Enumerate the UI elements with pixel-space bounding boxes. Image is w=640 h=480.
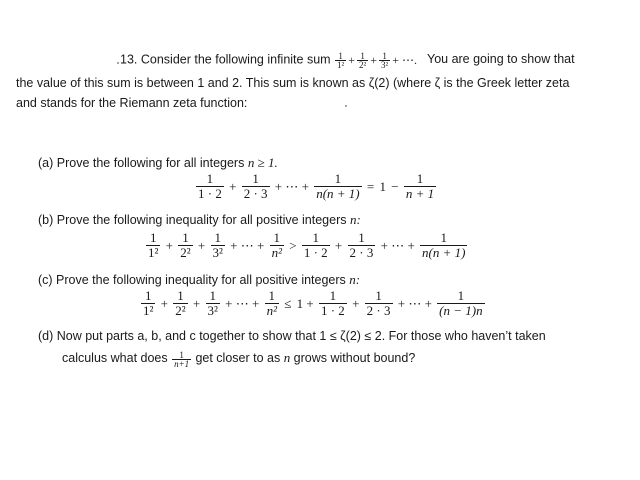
intro-frac-2: $\frac{1}{\text{2²}}$ bbox=[359, 51, 367, 70]
intro-frac-3: $\frac{1}{\text{3²}}$ bbox=[381, 51, 389, 70]
part-d-variable-n: n bbox=[283, 350, 291, 365]
part-a-text: (a) Prove the following for all integers bbox=[38, 156, 245, 170]
problem-number: 13. bbox=[120, 52, 138, 67]
problem-intro-line2: the value of this sum is between 1 and 2. This sum is known as ζ(2) (where ζ is the Greek letter zeta bbox=[16, 76, 570, 90]
frac-1-over-3sq: $\frac{1}{\text{3²}}$ bbox=[207, 288, 218, 318]
part-c-text: (c) Prove the following inequality for all positive integers bbox=[38, 273, 346, 287]
part-a-condition: n ≥ 1. bbox=[247, 155, 278, 170]
problem-intro-line3: and stands for the Riemann zeta function: bbox=[16, 96, 248, 110]
part-c-inequality: $\frac{1}{\text{1²}}$ + $\frac{1}{\text{2²}}$ + $\frac{1}{\text{3²}}$ + ⋯ + $\frac{1}{\text{n²}}$ ≤ 1 + $\frac{1}{1 \cdot 2}$ + $\frac{1}{2 \cdot 3}$ + ⋯ + $\frac{1}{(n - 1)n}$ bbox=[143, 288, 483, 318]
frac-1-over-2sq: $\frac{1}{\text{2²}}$ bbox=[175, 288, 186, 318]
frac-1-over-1x2: $\frac{1}{1 \cdot 2}$ bbox=[198, 171, 222, 201]
frac-1-over-1x2: $\frac{1}{1 \cdot 2}$ bbox=[320, 288, 345, 318]
frac-1-over-nsq: $\frac{1}{\text{n²}}$ bbox=[271, 230, 282, 260]
frac-1-over-n-np1: $\frac{1}{n(n + 1)}$ bbox=[316, 171, 360, 201]
intro-sum: $\frac{1}{\text{1²}}$ + $\frac{1}{\text{2²}}$ + $\frac{1}{\text{3²}}$ + ⋯. bbox=[337, 51, 417, 70]
part-d-text-c: grows without bound? bbox=[293, 351, 416, 365]
frac-1-over-nsq: $\frac{1}{\text{n²}}$ bbox=[266, 288, 277, 318]
part-c-heading bbox=[38, 272, 360, 288]
small-fraction bbox=[171, 349, 195, 369]
frac-1-over-n-np1: $\frac{1}{n(n + 1)}$ bbox=[422, 230, 466, 260]
frac-1-over-2sq: $\frac{1}{\text{2²}}$ bbox=[180, 230, 191, 260]
part-d-line2 bbox=[62, 350, 415, 368]
part-b-condition: n: bbox=[349, 212, 361, 227]
part-a-equation: $\frac{1}{1 \cdot 2}$ + $\frac{1}{2 \cdot 3}$ + ⋯ + $\frac{1}{n(n + 1)}$ = 1 − $\frac{1}{n + 1}$ bbox=[198, 171, 435, 201]
frac-1-over-nm1-n: $\frac{1}{(n - 1)n}$ bbox=[439, 288, 483, 318]
part-b-heading bbox=[38, 212, 361, 228]
part-d-line1: (d) Now put parts a, b, and c together to show that 1 ≤ ζ(2) ≤ 2. For those who haven’t taken bbox=[38, 329, 546, 343]
stray-dot bbox=[117, 62, 119, 64]
part-d-text-a: calculus what does bbox=[62, 351, 168, 365]
frac-1-over-2x3: $\frac{1}{2 \cdot 3}$ bbox=[349, 230, 374, 260]
frac-1-over-3sq: $\frac{1}{\text{3²}}$ bbox=[212, 230, 223, 260]
stray-dot bbox=[345, 105, 347, 107]
intro-frac-1: $\frac{1}{\text{1²}}$ bbox=[337, 51, 345, 70]
part-b-inequality: $\frac{1}{\text{1²}}$ + $\frac{1}{\text{2²}}$ + $\frac{1}{\text{3²}}$ + ⋯ + $\frac{1}{\text{n²}}$ > $\frac{1}{1 \cdot 2}$ + $\frac{1}{2 \cdot 3}$ + ⋯ + $\frac{1}{n(n + 1)}$ bbox=[148, 230, 466, 260]
problem-intro-text-b: You are going to show that bbox=[427, 52, 575, 67]
part-b-text: (b) Prove the following inequality for all positive integers bbox=[38, 213, 347, 227]
frac-1-over-2x3: $\frac{1}{2 \cdot 3}$ bbox=[243, 171, 268, 201]
frac-1-over-np1: $\frac{1}{n + 1}$ bbox=[405, 171, 435, 201]
part-c-condition: n: bbox=[349, 272, 361, 287]
problem-intro-line1 bbox=[120, 52, 575, 69]
frac-1-over-1sq: $\frac{1}{\text{1²}}$ bbox=[143, 288, 154, 318]
part-d-text-b: get closer to as bbox=[195, 351, 281, 365]
frac-1-over-2x3: $\frac{1}{2 \cdot 3}$ bbox=[366, 288, 391, 318]
frac-1-over-1sq: $\frac{1}{\text{1²}}$ bbox=[148, 230, 159, 260]
frac-1-over-1x2: $\frac{1}{1 \cdot 2}$ bbox=[303, 230, 328, 260]
frac-1-over-np1-small: $\frac{1}{n+1}$ bbox=[174, 349, 190, 369]
problem-intro-text: Consider the following infinite sum bbox=[140, 52, 331, 67]
part-a-heading bbox=[38, 155, 278, 171]
